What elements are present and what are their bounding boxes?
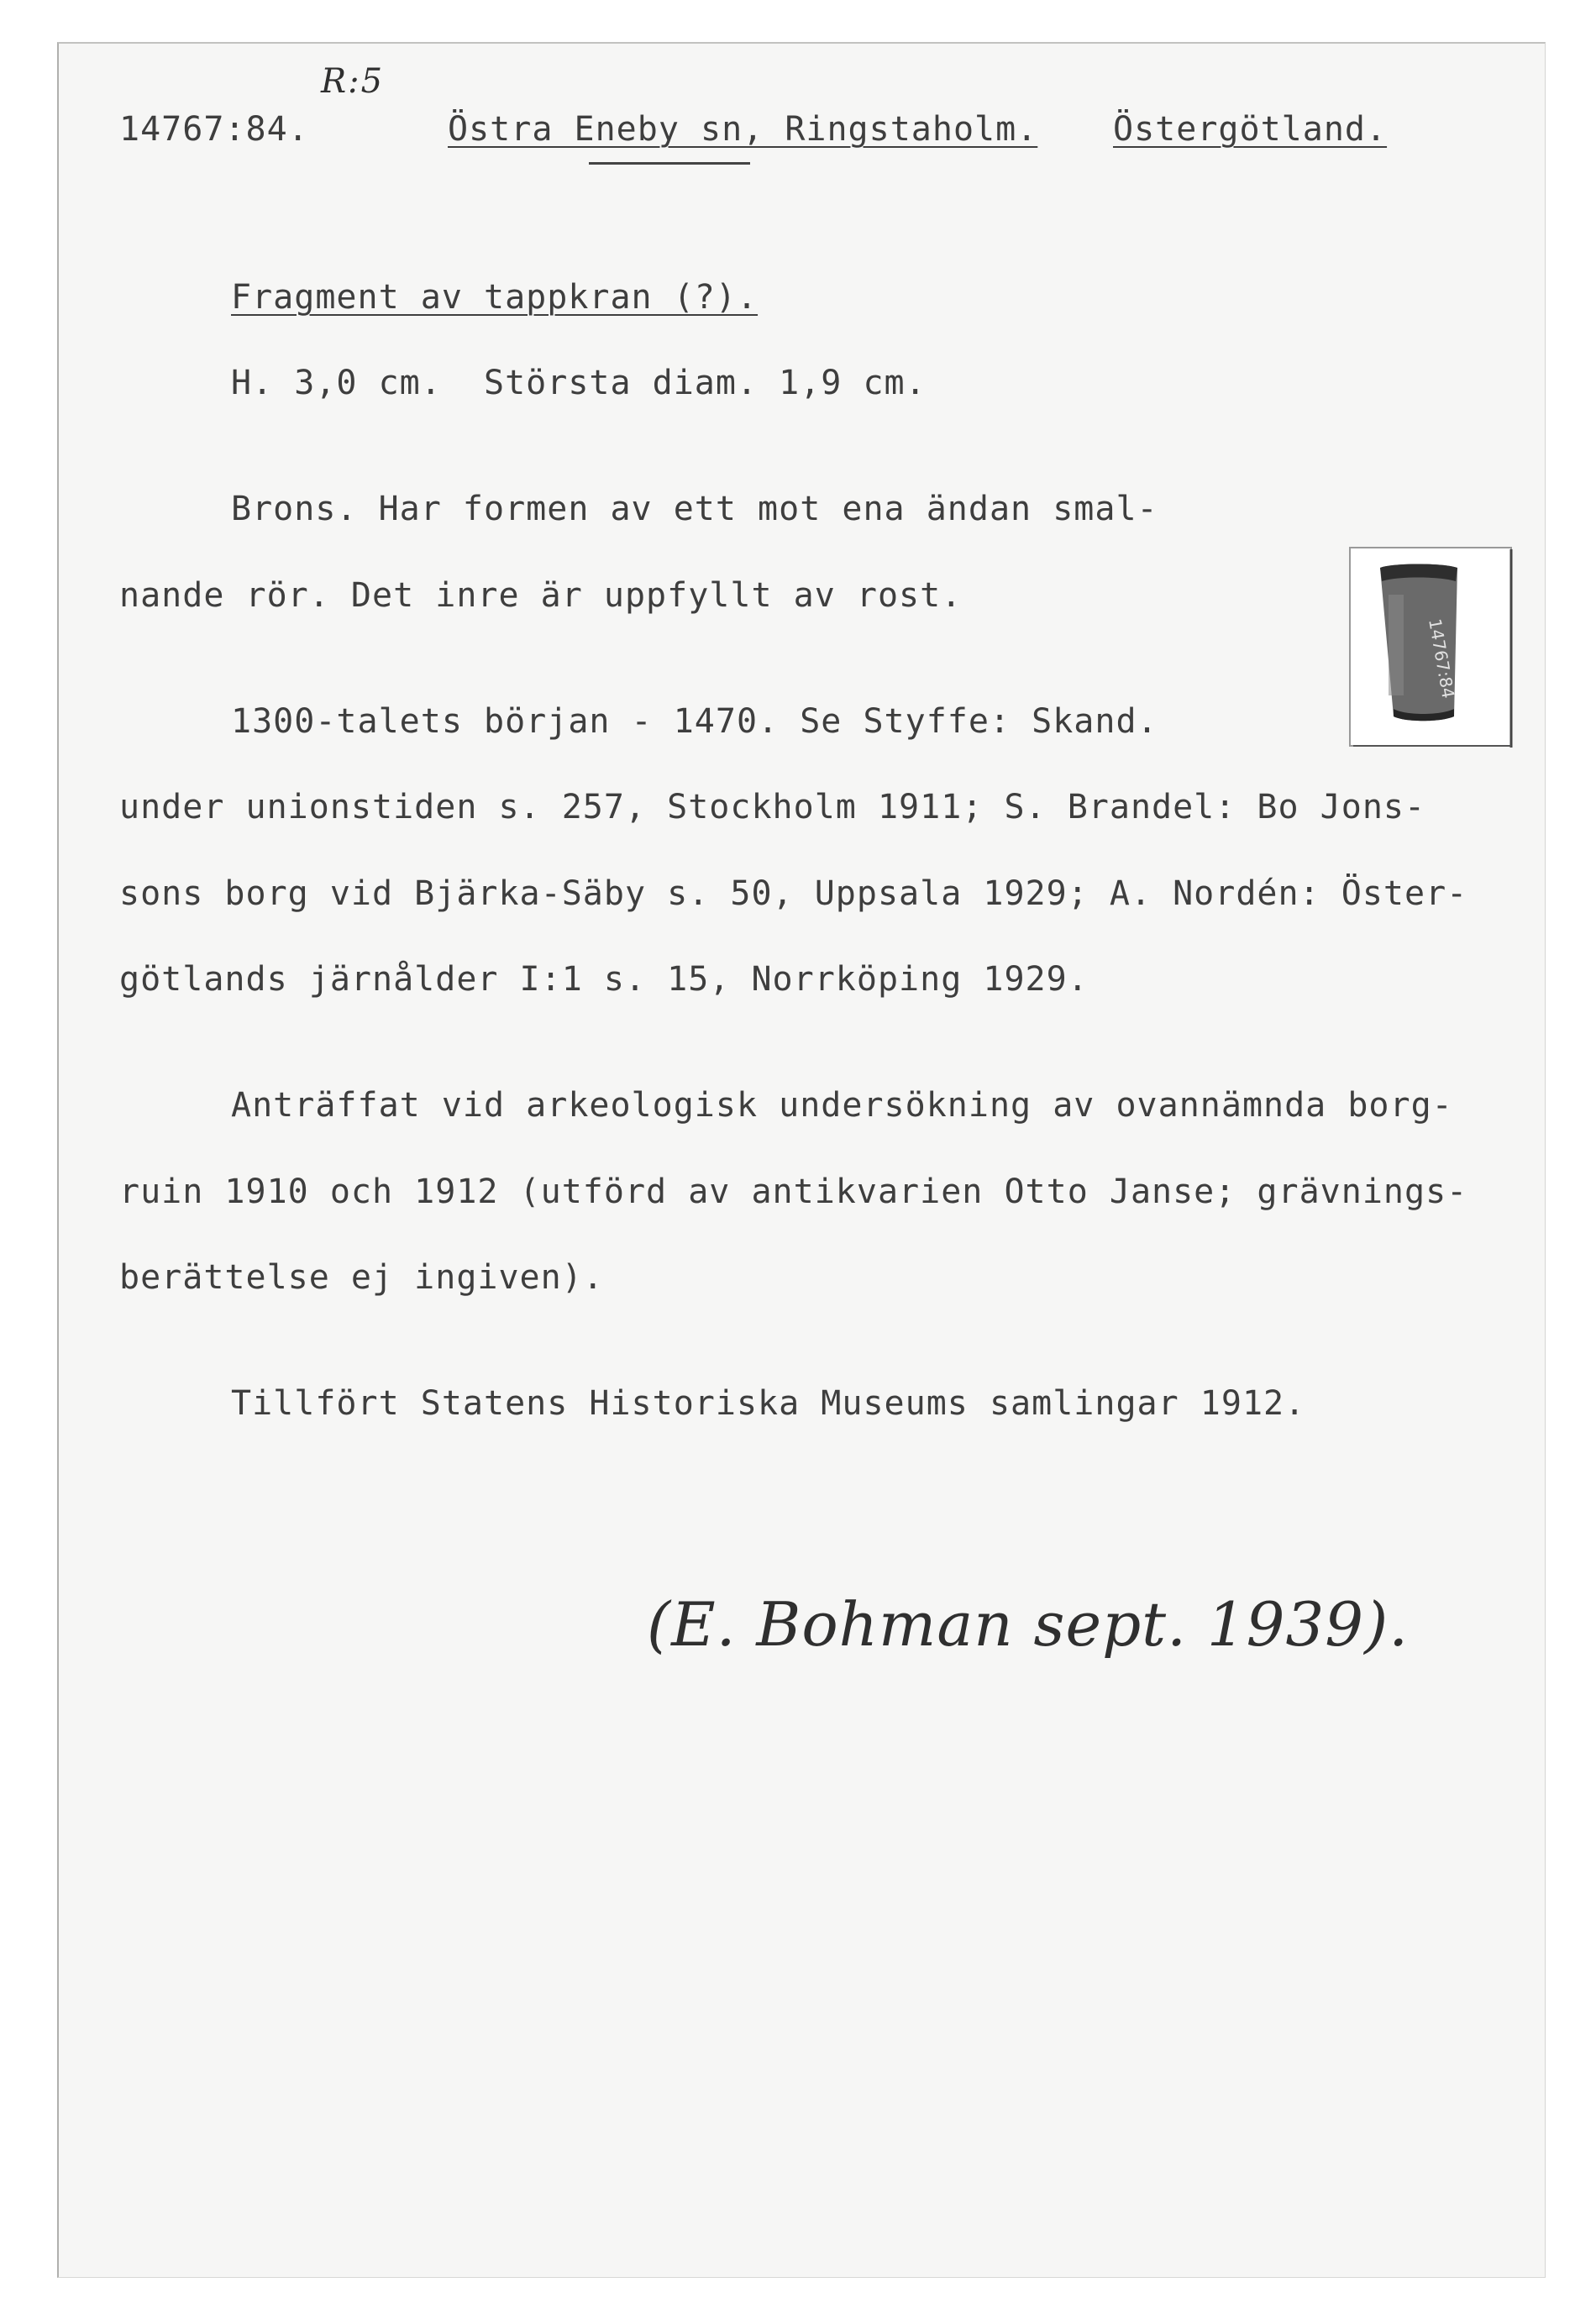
find-line: Anträffat vid arkeologisk undersökning av ovannämnda borg- xyxy=(231,1086,1453,1125)
description-line: nande rör. Det inre är uppfyllt av rost. xyxy=(119,576,963,615)
find-line: ruin 1910 och 1912 (utförd av antikvarien Otto Janse; grävnings- xyxy=(119,1173,1468,1211)
handwritten-mark: R:5 xyxy=(321,62,385,101)
dating-line: sons borg vid Bjärka-Säby s. 50, Uppsala 1929; A. Nordén: Öster- xyxy=(119,874,1468,913)
dimensions: H. 3,0 cm. Största diam. 1,9 cm. xyxy=(231,364,927,402)
description-line: Brons. Har formen av ett mot ena ändan smal- xyxy=(231,490,1158,528)
photo-label: 14767:84 xyxy=(1425,616,1459,700)
province: Östergötland. xyxy=(1113,110,1388,149)
hand-underline xyxy=(589,162,750,165)
catalog-number: 14767:84. xyxy=(119,110,309,149)
object-title: Fragment av tappkran (?). xyxy=(231,278,759,317)
dating-line: 1300-talets början - 1470. Se Styffe: Skand. xyxy=(231,702,1158,741)
object-photo xyxy=(1347,544,1523,754)
signature: (E. Bohman sept. 1939). xyxy=(647,1589,1410,1660)
dating-line: under unionstiden s. 257, Stockholm 1911; S. Brandel: Bo Jons- xyxy=(119,788,1426,826)
locality: Östra Eneby sn, Ringstaholm. xyxy=(448,110,1038,149)
dating-line: götlands järnålder I:1 s. 15, Norrköping 1929. xyxy=(119,960,1089,999)
catalog-card xyxy=(57,42,1546,2278)
find-line: berättelse ej ingiven). xyxy=(119,1258,604,1297)
acquisition-note: Tillfört Statens Historiska Museums samlingar 1912. xyxy=(231,1384,1306,1423)
